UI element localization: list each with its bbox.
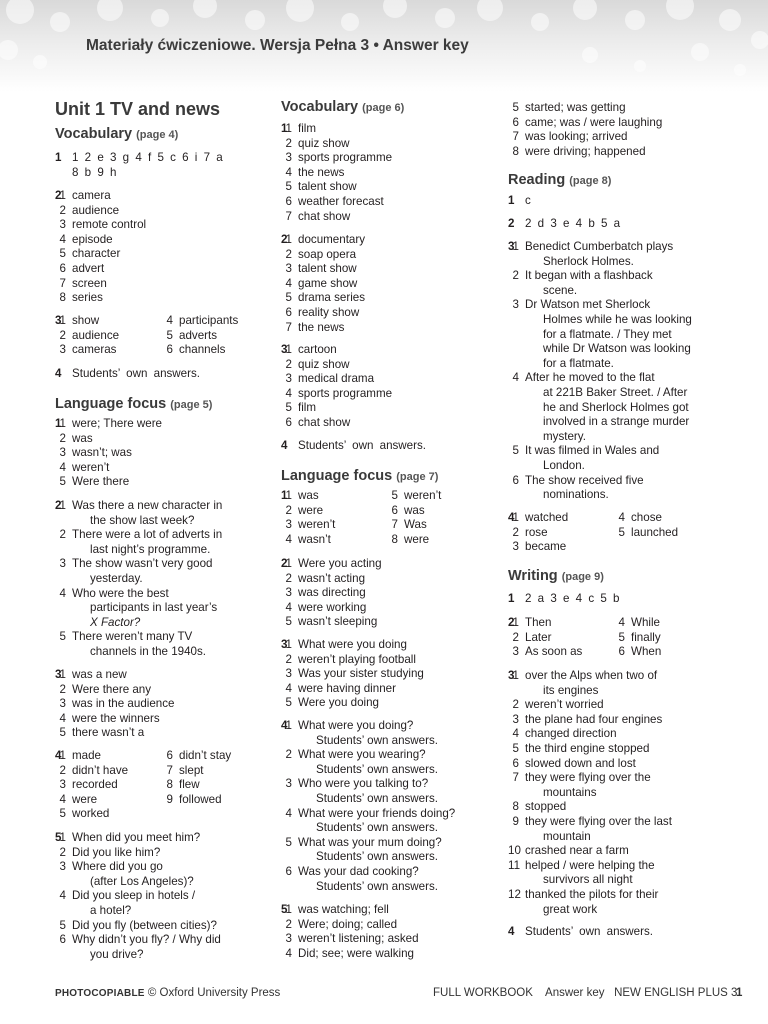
answer-row: 2 weren’t worried <box>512 698 604 712</box>
answer-row: 2 It began with a flashback <box>512 269 653 283</box>
answer-row: 6 came; was / were laughing <box>512 115 663 129</box>
answer-row: 1 cartoon <box>285 343 337 356</box>
exercise-vocab4-2: 2 1 camera 2 audience 3 remote control 4 episode 5 character 6 advert 7 screen 8 series <box>55 189 275 306</box>
answer-row: 5 What was your mum doing? <box>285 835 442 849</box>
answer-row: 6 The show received five <box>512 473 644 487</box>
answer-row: 5 talent show <box>285 180 357 194</box>
exercise-vocab6-3: 3 1 cartoon 2 quiz show 3 medical drama 4 sports programme 5 film 6 chat show <box>281 343 501 431</box>
exercise-vocab6-1: 1 1 film 2 quiz show 3 sports programme 4 the news 5 talent show 6 weather forecast 7 chat show <box>281 122 501 224</box>
answer-row: 2 There were a lot of adverts in <box>59 528 223 542</box>
exercise-reading-3: 3 1 Benedict Cumberbatch plays Sherlock Holmes. 2 It began with a flashback scene. 3 Dr Watson met Sherlock Holmes while he was looking for a flatmate. / They met while Dr Watson was looking for a flatmate. 4 After he moved to the flat at 221B Baker Street. / After he and Sherlock Holmes got involved in a strange murder mystery. 5 It was filmed in Wales and London. 6 The show received five nominations. <box>508 240 728 503</box>
answer-row: 1 What were you doing? <box>285 719 414 732</box>
answer-row: 4 game show <box>285 276 358 290</box>
answer-row: 2 Were; doing; called <box>285 917 398 931</box>
answer-row: 1 show 4 participants <box>59 314 239 327</box>
answer-row: 5 started; was getting <box>512 101 626 114</box>
answer-row: 4 the news <box>285 165 345 179</box>
answer-row: 3 was in the audience <box>59 697 175 711</box>
answer-row: 5 Did you fly (between cities)? <box>59 918 217 932</box>
answer-row: 2 didn’t have 7 slept <box>59 763 204 777</box>
answer-row: 1 film <box>285 122 317 135</box>
section-heading-language-focus-p5: Language focus (page 5) <box>55 396 213 412</box>
answer-row: 2 audience 5 adverts <box>59 328 218 342</box>
answer-row: 7 was looking; arrived <box>512 130 628 144</box>
answer-row: 2 What were you wearing? <box>285 748 426 762</box>
answer-row: 4 changed direction <box>512 727 617 741</box>
answer-row: 3 was directing <box>285 586 366 600</box>
section-heading-vocabulary-p4: Vocabulary (page 4) <box>55 126 179 142</box>
answer-row: 2 were 6 was <box>285 503 425 517</box>
answer-line: 8 b 9 h <box>72 165 117 179</box>
answer-row: 6 reality show <box>285 305 360 319</box>
answer-row: 6 advert <box>59 261 105 275</box>
answer-row: 8 series <box>59 291 103 305</box>
answer-row: 7 they were flying over the <box>512 771 651 785</box>
answer-row: 3 The show wasn’t very good <box>59 557 213 571</box>
answer-row: 2 weren’t playing football <box>285 652 416 666</box>
exercise-lf5-3: 3 1 was a new 2 Were there any 3 was in the audience 4 were the winners 5 there wasn’t a <box>55 668 275 741</box>
answer-row: 3 medical drama <box>285 372 375 386</box>
answer-row: 5 There weren’t many TV <box>59 630 193 644</box>
unit-title: Unit 1 TV and news <box>55 99 221 119</box>
answer-row: 2 Later 5 finally <box>512 630 661 644</box>
answer-row: 2 was <box>59 431 93 445</box>
answer-row: 2 Were there any <box>59 682 152 696</box>
page-title: Materiały ćwiczeniowe. Wersja Pełna 3 • Answer key <box>86 37 469 54</box>
answer-row: 3 weren’t 7 Was <box>285 518 427 532</box>
answer-row: 1 were; There were <box>59 417 162 430</box>
answer-row: 1 was 5 weren’t <box>285 489 442 502</box>
answer-row: 4 Did you sleep in hotels / <box>59 889 196 903</box>
answer-row: 1 watched 4 chose <box>512 511 662 524</box>
answer-row: 4 After he moved to the flat <box>512 371 655 385</box>
answer-row: 8 stopped <box>512 800 567 814</box>
answer-row: 1 documentary <box>285 233 366 246</box>
answer-row: 6 Was your dad cooking? <box>285 864 419 878</box>
answer-row: 1 When did you meet him? <box>59 831 201 844</box>
answer-row: 4 episode <box>59 232 113 246</box>
answer-row: 2 quiz show <box>285 357 350 371</box>
answer-row: 4 were the winners <box>59 711 160 725</box>
answer-row: 5 Were you doing <box>285 696 379 710</box>
answer-row: 5 character <box>59 247 121 261</box>
answer-row: 2 wasn’t acting <box>285 571 366 585</box>
exercise-lf5-1: 1 1 were; There were 2 was 3 wasn’t; was 4 weren’t 5 Were there <box>55 417 275 490</box>
answer-row: 1 made 6 didn’t stay <box>59 749 232 762</box>
answer-row: 3 the plane had four engines <box>512 712 663 726</box>
answer-row: 3 became <box>512 540 567 554</box>
answer-row: 3 Who were you talking to? <box>285 777 429 791</box>
exercise-lf7-5-continued <box>508 101 728 159</box>
answer-row: 3 remote control <box>59 218 147 232</box>
answer-row: 2 quiz show <box>285 136 350 150</box>
answer-row: 1 camera <box>59 189 111 202</box>
answer-row: 3 wasn’t; was <box>59 446 132 460</box>
answer-row: 4 were having dinner <box>285 681 396 695</box>
answer-row: 11 helped / were helping the <box>508 858 655 872</box>
answer-row: 9 they were flying over the last <box>512 814 672 828</box>
exercise-lf7-1: 1 1 was 5 weren’t 2 were 6 was 3 weren’t 7 Was 4 wasn’t 8 were <box>281 489 501 547</box>
exercise-writing-2: 2 1 Then 4 While 2 Later 5 finally 3 As soon as 6 When <box>508 616 728 660</box>
section-heading-reading-p8: Reading (page 8) <box>508 172 612 188</box>
answer-row: 4 What were your friends doing? <box>285 806 456 820</box>
answer-row: 1 What were you doing <box>285 638 407 651</box>
answer-row: 3 Was your sister studying <box>285 667 424 681</box>
answer-row: 3 Dr Watson met Sherlock <box>512 298 651 312</box>
answer-row: 4 were working <box>285 600 367 614</box>
answer-row: 3 Where did you go <box>59 860 163 874</box>
answer-row: 5 film <box>285 401 317 415</box>
answer-line: 1 2 e 3 g 4 f 5 c 6 i 7 a <box>72 151 223 164</box>
answer-row: 4 were 9 followed <box>59 792 222 806</box>
footer-copyright: PHOTOCOPIABLE © Oxford University Press <box>55 987 281 999</box>
answer-row: 2 rose 5 launched <box>512 525 679 539</box>
answer-row: 1 Benedict Cumberbatch plays <box>512 240 674 253</box>
answer-row: 10 crashed near a farm <box>508 844 629 858</box>
answer-row: 5 Were there <box>59 475 130 489</box>
section-heading-writing-p9: Writing (page 9) <box>508 568 604 584</box>
answer-row: 1 was watching; fell <box>285 903 389 916</box>
answer-row: 1 over the Alps when two of <box>512 669 658 682</box>
answer-row: 3 recorded 8 flew <box>59 778 200 792</box>
answer-row: 2 Did you like him? <box>59 845 161 859</box>
answer-row: 6 weather forecast <box>285 194 384 208</box>
exercise-lf5-2: 2 1 Was there a new character in the show last week? 2 There were a lot of adverts in last night’s programme. 3 The show wasn’t very good yesterday. 4 Who were the best participants in last year’s X Factor? 5 There weren’t many TV channels in the 1940s. <box>55 499 275 660</box>
exercise-lf7-2: 2 1 Were you acting 2 wasn’t acting 3 was directing 4 were working 5 wasn’t sleeping <box>281 557 501 630</box>
answer-row: 2 soap opera <box>285 247 357 261</box>
answer-row: 7 the news <box>285 320 345 334</box>
answer-row: 3 As soon as 6 When <box>512 645 662 659</box>
answer-row: 5 It was filmed in Wales and <box>512 444 660 458</box>
answer-row: 8 were driving; happened <box>512 144 646 158</box>
answer-row: 5 the third engine stopped <box>512 741 650 755</box>
answer-row: 6 slowed down and lost <box>512 756 636 770</box>
section-heading-language-focus-p7: Language focus (page 7) <box>281 468 439 484</box>
exercise-vocab6-2: 2 1 documentary 2 soap opera 3 talent show 4 game show 5 drama series 6 reality show 7 the news <box>281 233 501 335</box>
answer-row: 6 chat show <box>285 415 351 429</box>
answer-row: 3 weren’t listening; asked <box>285 932 419 946</box>
answer-row: 5 worked <box>59 807 110 821</box>
exercise-lf7-3: 3 1 What were you doing 2 weren’t playing football 3 Was your sister studying 4 were having dinner 5 Were you doing <box>281 638 501 711</box>
footer-book-title: FULL WORKBOOK Answer key NEW ENGLISH PLUS 3 <box>433 987 738 999</box>
exercise-lf7-4: 4 1 What were you doing? Students’ own answers. 2 What were you wearing? Students’ own answers. 3 Who were you talking to? Students’ own answers. 4 What were your friends doing? Students’ own answers. 5 What was your mum doing? Students’ own answers. 6 Was your dad cooking? Students’ own answers. <box>281 719 501 894</box>
exercise-vocab4-3: 3 1 show 4 participants 2 audience 5 adverts 3 cameras 6 channels <box>55 314 275 358</box>
exercise-writing-3: 3 1 over the Alps when two of its engines 2 weren’t worried 3 the plane had four engines 4 changed direction 5 the third engine stopped 6 slowed down and lost 7 they were flying over the mountains 8 stopped 9 they were flying over the last mountain 10 crashed near a farm 11 helped / were helping the survivors all night 12 thanked the pilots for their great work <box>508 669 728 917</box>
answer-row: 1 Then 4 While <box>512 616 660 629</box>
answer-row: 5 there wasn’t a <box>59 726 145 740</box>
answer-row: 4 weren’t <box>59 460 110 474</box>
answer-row: 12 thanked the pilots for their <box>508 887 659 901</box>
answer-row: 5 drama series <box>285 291 366 305</box>
answer-row: 3 cameras 6 channels <box>59 343 226 357</box>
column-1: Unit 1 TV and news Vocabulary (page 4) 1 1 2 e 3 g 4 f 5 c 6 i 7 a 8 b 9 h 2 1 camera 2 audience 3 remote control 4 episode 5 character 6 advert 7 screen 8 series 3 1 show 4 participants 2 audience 5 adverts 3 cameras 6 channels 4 Students’ own answers. Language focus (page 5) 1 1 were; There were 2 was 3 wasn’t; was 4 weren’t 5 Were there 2 1 Was there a new character in the show last week? 2 There were a lot of adverts in last night’s programme. 3 The show wasn’t very good yesterday. 4 Who were the best participants in last year’s X Factor? 5 There weren’t many TV channels in the 1940s. 3 1 was a new 2 Were there any 3 was in the audience 4 were the winners 5 there wasn’t a 4 1 made 6 didn’t stay 2 didn’t have 7 slept 3 recorded 8 flew 4 were 9 followed 5 worked 5 1 When did you meet him? 2 Did you like him? 3 Where did you go (after Los Angeles)? 4 Did you sleep in hotels / a hotel? 5 Did you fly (between cities)? 6 Why didn’t you fly? / Why did you drive? <box>55 0 275 1024</box>
answer-row: 1 Were you acting <box>285 557 382 570</box>
answer-row: 1 was a new <box>59 668 127 681</box>
answer-row: 6 Why didn’t you fly? / Why did <box>59 933 221 947</box>
column-2: Vocabulary (page 6) 1 1 film 2 quiz show 3 sports programme 4 the news 5 talent show 6 weather forecast 7 chat show 2 1 documentary 2 soap opera 3 talent show 4 game show 5 drama series 6 reality show 7 the news 3 1 cartoon 2 quiz show 3 medical drama 4 sports programme 5 film 6 chat show 4 Students’ own answers. Language focus (page 7) 1 1 was 5 weren’t 2 were 6 was 3 weren’t 7 Was 4 wasn’t 8 were 2 1 Were you acting 2 wasn’t acting 3 was directing 4 were working 5 wasn’t sleeping 3 1 What were you doing 2 weren’t playing football 3 Was your sister studying 4 were having dinner 5 Were you doing 4 1 What were you doing? Students’ own answers. 2 What were you wearing? Students’ own answers. 3 Who were you talking to? Students’ own answers. 4 What were your friends doing? Students’ own answers. 5 What was your mum doing? Students’ own answers. 6 Was your dad cooking? Students’ own answers. 5 1 was watching; fell 2 Were; doing; called 3 weren’t listening; asked 4 Did; see; were walking <box>281 0 501 1024</box>
answer-row: 2 audience <box>59 203 120 217</box>
answer-row: 1 Was there a new character in <box>59 499 223 512</box>
column-3: 5 started; was getting 6 came; was / were laughing 7 was looking; arrived 8 were driving; happened Reading (page 8) 1 c 2 2 d 3 e 4 b 5 a 3 1 Benedict Cumberbatch plays Sherlock Holmes. 2 It began with a flashback scene. 3 Dr Watson met Sherlock Holmes while he was looking for a flatmate. / They met while Dr Watson was looking for a flatmate. 4 After he moved to the flat at 221B Baker Street. / After he and Sherlock Holmes got involved in a strange murder mystery. 5 It was filmed in Wales and London. 6 The show received five nominations. 4 1 watched 4 chose 2 rose 5 launched 3 became Writing (page 9) 1 2 a 3 e 4 c 5 b 2 1 Then 4 While 2 Later 5 finally 3 As soon as 6 When 3 1 over the Alps when two of its engines 2 weren’t worried 3 the plane had four engines 4 changed direction 5 the third engine stopped 6 slowed down and lost 7 they were flying over the mountains 8 stopped 9 they were flying over the last mountain 10 crashed near a farm 11 helped / were helping the survivors all night 12 thanked the pilots for their great work 4 Students’ own answers. <box>508 0 728 1024</box>
exercise-lf5-5: 5 1 When did you meet him? 2 Did you like him? 3 Where did you go (after Los Angeles)? 4 Did you sleep in hotels / a hotel? 5 Did you fly (between cities)? 6 Why didn’t you fly? / Why did you drive? <box>55 831 275 962</box>
answer-row: 7 screen <box>59 276 107 290</box>
answer-row: 4 wasn’t 8 were <box>285 532 430 546</box>
answer-row: 7 chat show <box>285 209 351 223</box>
exercise-reading-4: 4 1 watched 4 chose 2 rose 5 launched 3 became <box>508 511 728 555</box>
answer-row: 4 sports programme <box>285 386 393 400</box>
answer-row: 5 wasn’t sleeping <box>285 615 378 629</box>
exercise-lf7-5: 5 1 was watching; fell 2 Were; doing; called 3 weren’t listening; asked 4 Did; see; were walking <box>281 903 501 961</box>
answer-row: 4 Who were the best <box>59 586 169 600</box>
answer-row: 4 Did; see; were walking <box>285 946 414 960</box>
exercise-lf5-4: 4 1 made 6 didn’t stay 2 didn’t have 7 slept 3 recorded 8 flew 4 were 9 followed 5 worked <box>55 749 275 822</box>
answer-row: 3 sports programme <box>285 151 393 165</box>
answer-row: 3 talent show <box>285 262 357 276</box>
section-heading-vocabulary-p6: Vocabulary (page 6) <box>281 99 405 115</box>
page-number: 1 <box>736 987 743 999</box>
